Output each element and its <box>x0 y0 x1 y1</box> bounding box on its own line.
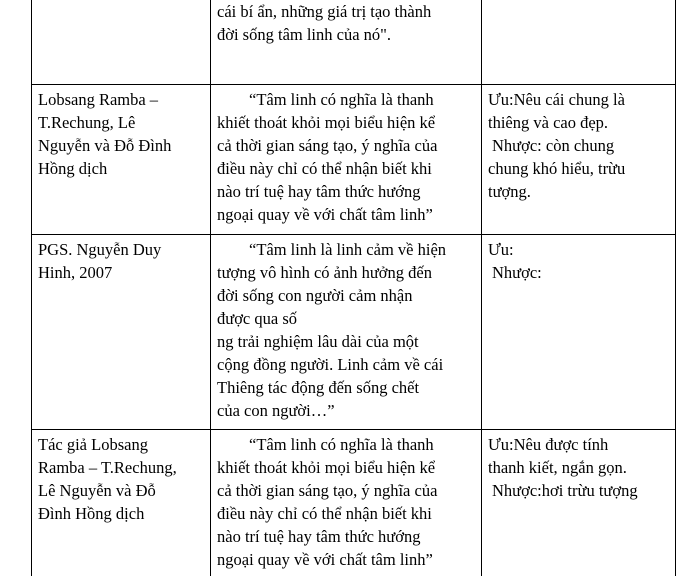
evaluation-cell <box>482 430 676 577</box>
quote-line: nào trí tuệ hay tâm thức hướng <box>217 527 421 546</box>
author-line: PGS. Nguyễn Duy <box>38 240 162 259</box>
table-row <box>32 85 676 235</box>
quote-line: ngoại quay về với chất tâm linh” <box>217 550 433 569</box>
quote-line: nào trí tuệ hay tâm thức hướng <box>217 182 421 201</box>
quote-line: tượng vô hình có ảnh hưởng đến <box>217 263 432 282</box>
author-line: Đình Hồng dịch <box>38 504 145 523</box>
author-line: Hinh, 2007 <box>38 263 113 282</box>
quote-line: được qua số <box>217 309 297 328</box>
quote-line: đời sống tâm linh của nó". <box>217 25 392 44</box>
quote-cell <box>211 0 482 85</box>
table-row <box>32 235 676 430</box>
author-line: T.Rechung, Lê <box>38 113 136 132</box>
quote-cell <box>211 235 482 430</box>
pros-line: thanh kiết, ngắn gọn. <box>488 458 627 477</box>
table-row <box>32 430 676 577</box>
quote-line: ng trải nghiệm lâu dài của một <box>217 332 419 351</box>
cons-line: Nhược: còn chung <box>492 136 615 155</box>
author-line: Lê Nguyễn và Đỗ <box>38 481 156 500</box>
pros-line: Ưu: <box>488 240 514 259</box>
cons-line: Nhược: <box>492 263 542 282</box>
author-line: Tác giả Lobsang <box>38 435 148 454</box>
evaluation-cell <box>482 235 676 430</box>
quote-cell <box>211 85 482 235</box>
quote-line: cả thời gian sáng tạo, ý nghĩa của <box>217 136 438 155</box>
quote-line: điều này chỉ có thể nhận biết khi <box>217 159 432 178</box>
quote-line: của con người…” <box>217 401 335 420</box>
cons-line: chung khó hiểu, trừu <box>488 159 626 178</box>
pros-line: Ưu:Nêu được tính <box>488 435 609 454</box>
evaluation-cell <box>482 0 676 85</box>
quote-line: “Tâm linh có nghĩa là thanh <box>249 90 434 109</box>
cons-line: tượng. <box>488 182 531 201</box>
quote-line: ngoại quay về với chất tâm linh” <box>217 205 433 224</box>
quote-line: đời sống con người cảm nhận <box>217 286 413 305</box>
author-line: Lobsang Ramba – <box>38 90 159 109</box>
author-line: Nguyễn và Đỗ Đình <box>38 136 172 155</box>
author-line: Ramba – T.Rechung, <box>38 458 177 477</box>
quote-line: cả thời gian sáng tạo, ý nghĩa của <box>217 481 438 500</box>
cons-line: Nhược:hơi trừu tượng <box>492 481 638 500</box>
quote-line: “Tâm linh có nghĩa là thanh <box>249 435 434 454</box>
evaluation-cell <box>482 85 676 235</box>
author-cell <box>32 235 211 430</box>
pros-line: Ưu:Nêu cái chung là <box>488 90 625 109</box>
pros-line: thiêng và cao đẹp. <box>488 113 609 132</box>
author-line: Hồng dịch <box>38 159 108 178</box>
definitions-table <box>31 0 676 576</box>
quote-line: khiết thoát khỏi mọi biểu hiện kể <box>217 113 436 132</box>
quote-line: cái bí ẩn, những giá trị tạo thành <box>217 2 432 21</box>
quote-cell <box>211 430 482 577</box>
quote-line: cộng đồng người. Linh cảm về cái <box>217 355 444 374</box>
quote-line: khiết thoát khỏi mọi biểu hiện kể <box>217 458 436 477</box>
quote-line: điều này chỉ có thể nhận biết khi <box>217 504 432 523</box>
quote-line: “Tâm linh là linh cảm về hiện <box>249 240 447 259</box>
author-cell <box>32 0 211 85</box>
author-cell <box>32 85 211 235</box>
author-cell <box>32 430 211 577</box>
quote-line: Thiêng tác động đến sống chết <box>217 378 420 397</box>
table-row <box>32 0 676 85</box>
